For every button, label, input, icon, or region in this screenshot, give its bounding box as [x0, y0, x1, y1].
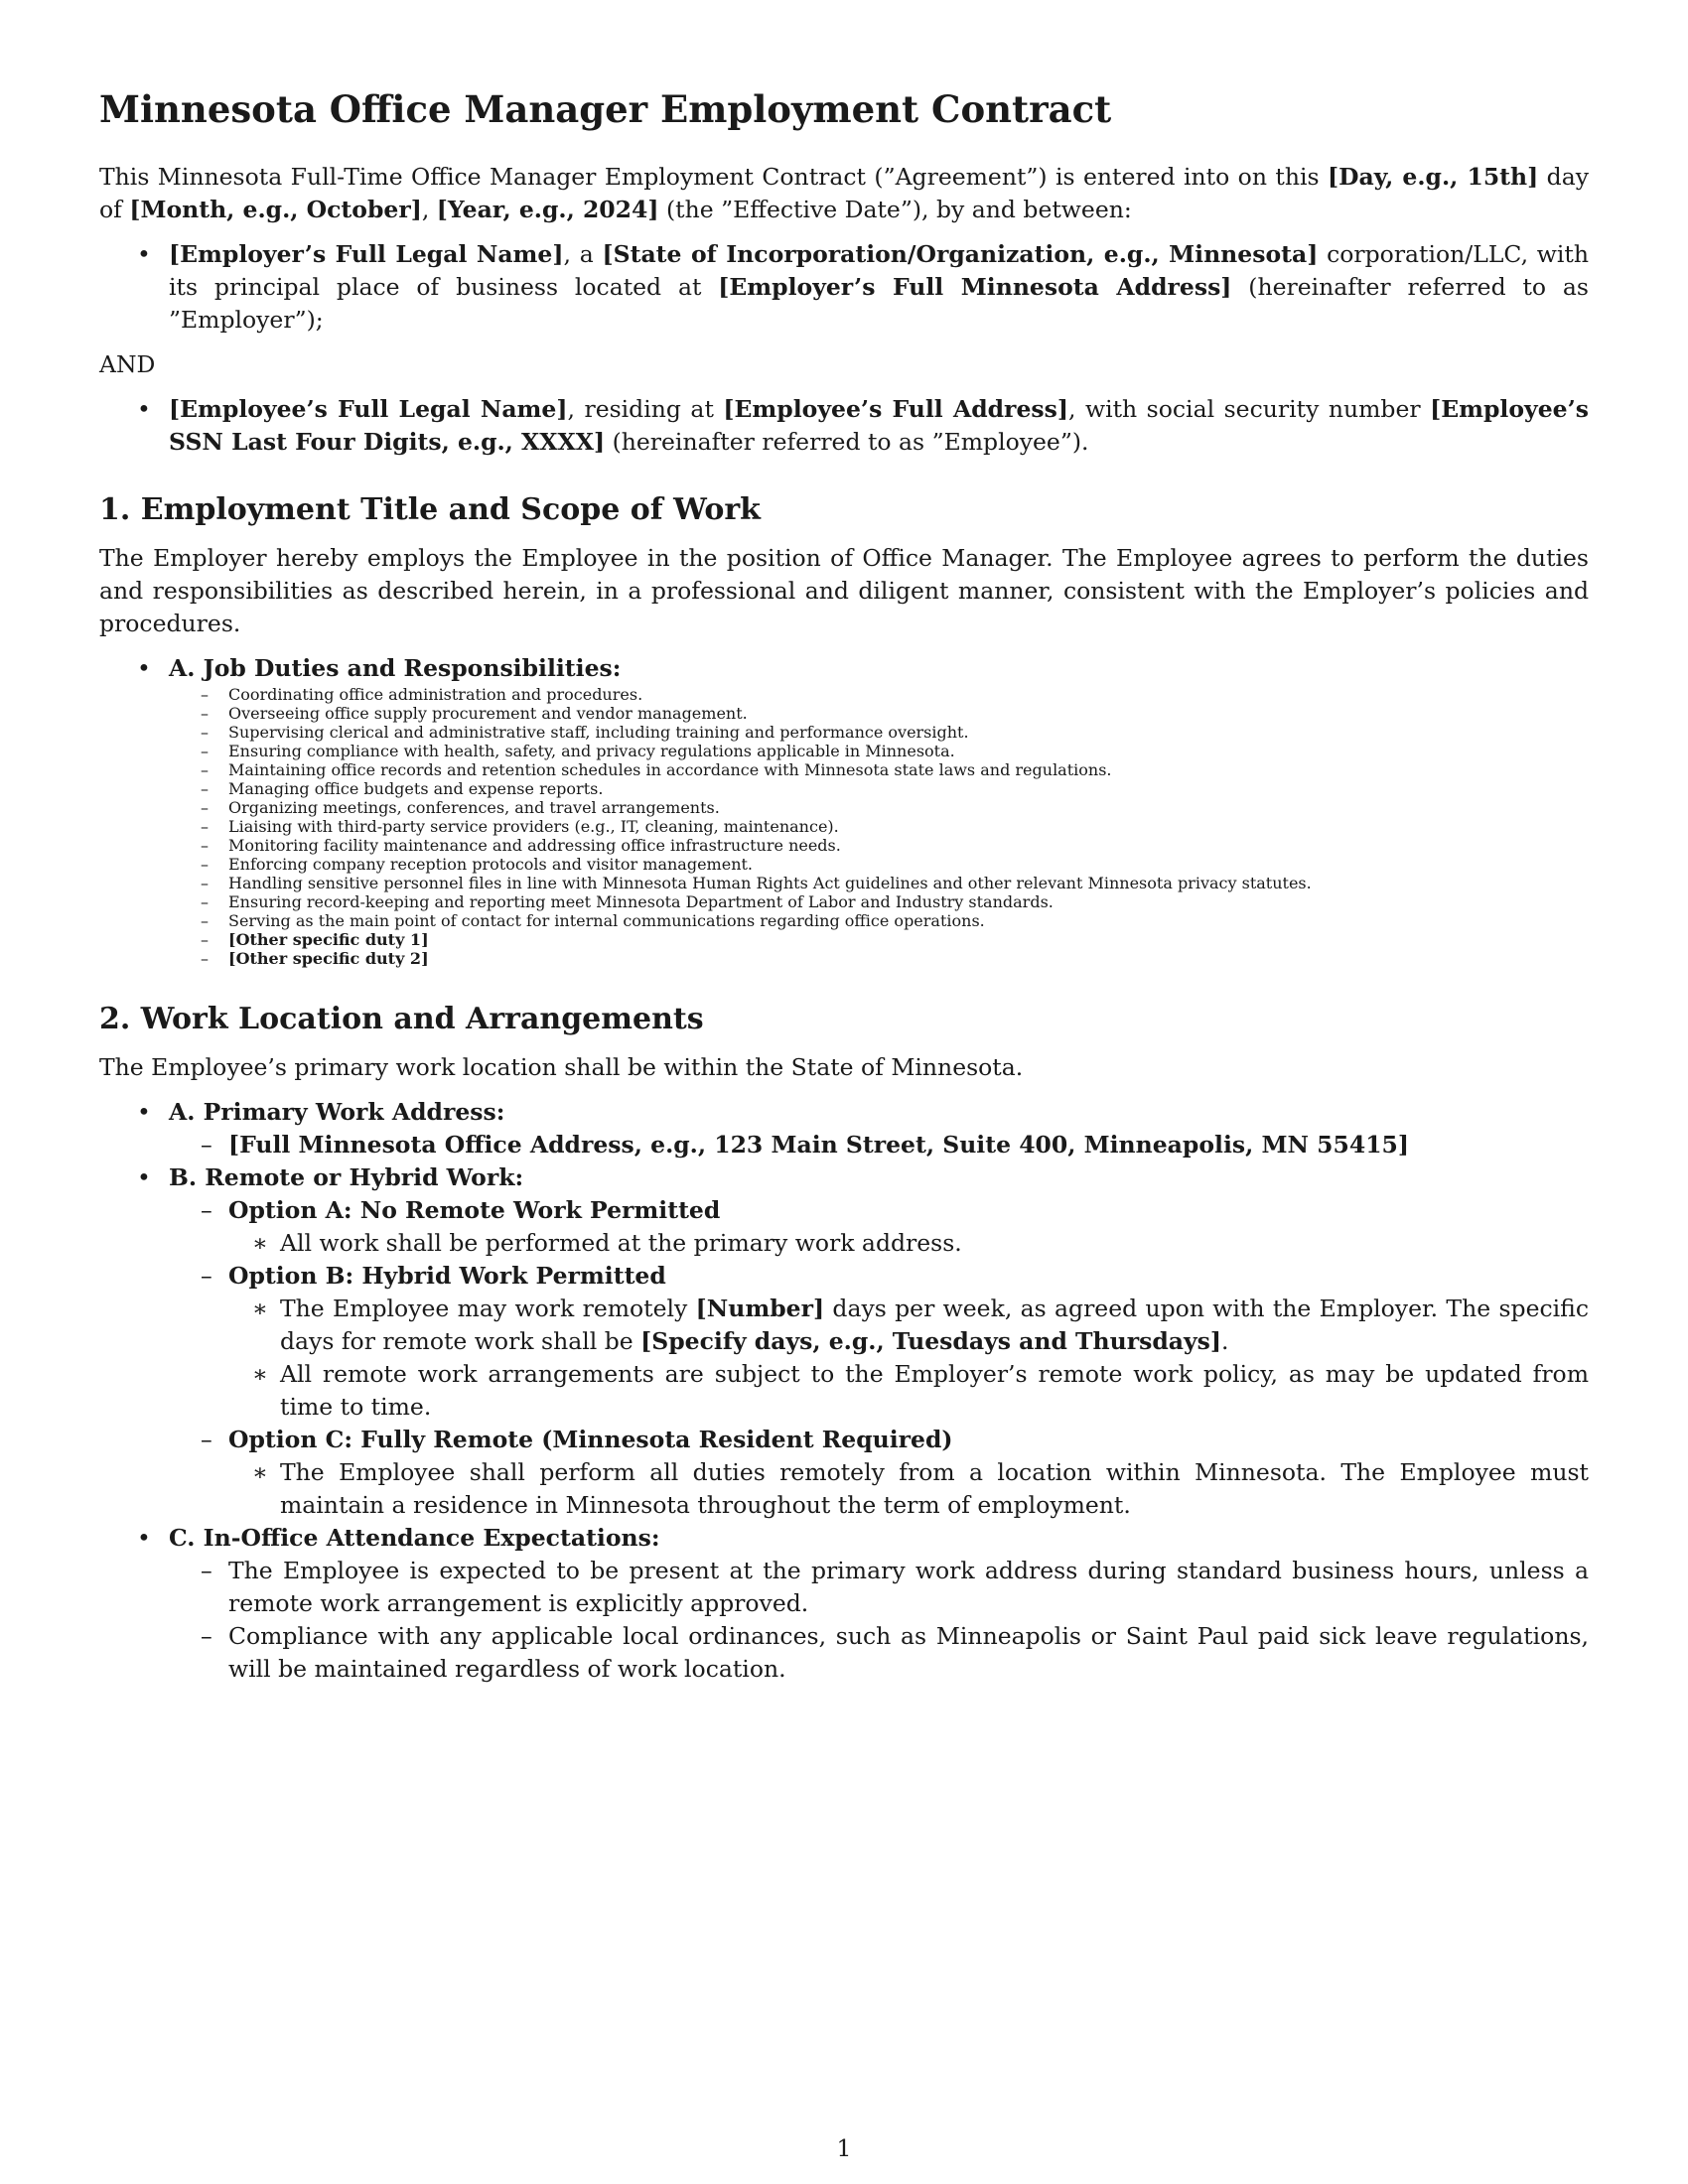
- list-item: – Handling sensitive personnel files in line with Minnesota Human Rights Act guidelines and other relevant Minnesota privacy statutes.: [201, 874, 1312, 892]
- job-duties-list: [99, 685, 1589, 968]
- dash-icon: –: [201, 798, 209, 817]
- placeholder-state: [State of Incorporation/Organization, e.g., Minnesota]: [602, 240, 1319, 268]
- option-b-list: [228, 1293, 1589, 1424]
- bullet-icon: •: [137, 1524, 151, 1552]
- dash-icon: –: [201, 911, 209, 930]
- option-a-item: – Option A: No Remote Work Permitted ∗ All work shall be performed at the primary work address.: [169, 1194, 1589, 1260]
- section-1-body: The Employer hereby employs the Employee in the position of Office Manager. The Employee agrees to perform the duties and responsibilities as described herein, in a professional and diligent manner, consistent with the Employer’s policies and procedures.: [99, 544, 1589, 637]
- dash-icon: –: [201, 874, 209, 892]
- dash-icon: –: [201, 760, 209, 779]
- list-item: ∗ All remote work arrangements are subject to the Employer’s remote work policy, as may be updated from time to time.: [252, 1360, 1589, 1421]
- dash-icon: –: [201, 685, 209, 704]
- option-b-item: – Option B: Hybrid Work Permitted ∗ The Employee may work remotely [Number] days per week, as agreed upon with the Employer. The specific days for remote work shall be [Specify days, e.g., Tuesdays and Thursdays]. ∗ All remote work arrangements are subject to the Employer’s remote work policy, as may be updated from time to time.: [169, 1260, 1589, 1424]
- dash-icon: –: [201, 855, 209, 874]
- and-text: AND: [99, 350, 156, 378]
- primary-address-list: [169, 1129, 1589, 1161]
- dash-icon: –: [201, 742, 209, 760]
- section-1-list: [99, 652, 1589, 685]
- placeholder-remote-days: [Specify days, e.g., Tuesdays and Thursdays]: [640, 1327, 1221, 1355]
- option-a-list: [228, 1227, 1589, 1260]
- asterisk-icon: ∗: [252, 1458, 268, 1486]
- dash-icon: –: [201, 836, 209, 855]
- asterisk-icon: ∗: [252, 1295, 268, 1322]
- dash-icon: –: [201, 1131, 212, 1159]
- bullet-icon: •: [137, 1163, 151, 1191]
- list-item: ∗ The Employee shall perform all duties remotely from a location within Minnesota. The Employee must maintain a residence in Minnesota throughout the term of employment.: [252, 1458, 1589, 1519]
- dash-icon: –: [201, 949, 209, 968]
- placeholder-ssn: [Employee’s SSN Last Four Digits, e.g., XXXX]: [169, 395, 1590, 456]
- dash-icon: –: [201, 930, 209, 949]
- bullet-icon: •: [137, 654, 151, 682]
- dash-icon: –: [201, 723, 209, 742]
- list-item: – Overseeing office supply procurement and vendor management.: [201, 704, 748, 723]
- asterisk-icon: ∗: [252, 1360, 268, 1388]
- list-item: ∗ The Employee may work remotely [Number] days per week, as agreed upon with the Employer. The specific days for remote work shall be [Specify days, e.g., Tuesdays and Thursdays].: [252, 1295, 1589, 1355]
- list-item: – Monitoring facility maintenance and addressing office infrastructure needs.: [201, 836, 841, 855]
- list-item: – Compliance with any applicable local ordinances, such as Minneapolis or Saint Paul paid sick leave regulations, will be maintained regardless of work location.: [201, 1622, 1589, 1683]
- list-item: [169, 949, 1589, 968]
- list-item: – Maintaining office records and retention schedules in accordance with Minnesota state laws and regulations.: [201, 760, 1112, 779]
- dash-icon: –: [201, 779, 209, 798]
- list-item: – Organizing meetings, conferences, and travel arrangements.: [201, 798, 720, 817]
- bullet-icon: •: [137, 1098, 151, 1126]
- job-duties-item: [99, 652, 1589, 685]
- dash-icon: –: [201, 817, 209, 836]
- placeholder-employer-name: [Employer’s Full Legal Name]: [169, 240, 564, 268]
- list-item: – Ensuring record-keeping and reporting meet Minnesota Department of Labor and Industry standards.: [201, 892, 1054, 911]
- list-item: – Enforcing company reception protocols and visitor management.: [201, 855, 754, 874]
- job-duties-heading: A. Job Duties and Responsibilities:: [169, 654, 622, 682]
- intro-paragraph: This Minnesota Full-Time Office Manager Employment Contract (”Agreement”) is entered into on this [Day, e.g., 15th] day of [Month, e.g., October], [Year, e.g., 2024] (the ”Effective Date”), by and between:: [99, 163, 1590, 223]
- remote-options-list: [169, 1194, 1589, 1522]
- bullet-icon: •: [137, 240, 151, 268]
- primary-address-item: • A. Primary Work Address: – [Full Minnesota Office Address, e.g., 123 Main Street, Suite 400, Minneapolis, MN 55415]: [99, 1096, 1589, 1161]
- dash-icon: –: [201, 704, 209, 723]
- list-item: – Supervising clerical and administrative staff, including training and performance oversight.: [201, 723, 969, 742]
- dash-icon: –: [201, 1557, 212, 1584]
- section-1-heading: 1. Employment Title and Scope of Work: [99, 492, 761, 527]
- placeholder-day: [Day, e.g., 15th]: [1327, 163, 1539, 191]
- list-item: [169, 930, 1589, 949]
- list-item: – Managing office budgets and expense reports.: [201, 779, 604, 798]
- attendance-item: • C. In-Office Attendance Expectations: – The Employee is expected to be present at the primary work address during standard business hours, unless a remote work arrangement is explicitly approved. – Compliance with any applicable local ordinances, such as Minneapolis or Saint Paul paid sick leave regulations, will be maintained regardless of work location.: [99, 1522, 1589, 1686]
- dash-icon: –: [201, 1262, 212, 1290]
- placeholder-month: [Month, e.g., October]: [129, 196, 422, 223]
- dash-icon: –: [201, 1196, 212, 1224]
- dash-icon: –: [201, 892, 209, 911]
- section-2-heading: 2. Work Location and Arrangements: [99, 1002, 704, 1036]
- list-item: – Coordinating office administration and procedures.: [201, 685, 643, 704]
- section-2-body: The Employee’s primary work location shall be within the State of Minnesota.: [99, 1053, 1024, 1081]
- list-item: – Liaising with third-party service providers (e.g., IT, cleaning, maintenance).: [201, 817, 839, 836]
- option-c-item: – Option C: Fully Remote (Minnesota Resident Required) ∗ The Employee shall perform all duties remotely from a location within Minnesota. The Employee must maintain a residence in Minnesota throughout the term of employment.: [169, 1424, 1589, 1522]
- party-list-employer: [99, 238, 1589, 337]
- placeholder-year: [Year, e.g., 2024]: [436, 196, 659, 223]
- placeholder-other-duty-1: [Other specific duty 1]: [228, 930, 429, 949]
- document-page: [99, 87, 1589, 1686]
- party-employer: • [Employer’s Full Legal Name], a [State of Incorporation/Organization, e.g., Minnesota] corporation/LLC, with its principal place of business located at [Employer’s Full Minnesota Address] (hereinafter referred to as ”Employer”);: [137, 240, 1590, 334]
- dash-icon: –: [201, 1426, 212, 1453]
- option-c-list: [228, 1456, 1589, 1522]
- list-item: – The Employee is expected to be present at the primary work address during standard business hours, unless a remote work arrangement is explicitly approved.: [201, 1557, 1589, 1617]
- party-employee: • [Employee’s Full Legal Name], residing at [Employee’s Full Address], with social security number [Employee’s SSN Last Four Digits, e.g., XXXX] (hereinafter referred to as ”Employee”).: [137, 395, 1590, 456]
- page-number: 1: [836, 2134, 852, 2162]
- page-title: Minnesota Office Manager Employment Contract: [99, 87, 1112, 131]
- placeholder-employer-address: [Employer’s Full Minnesota Address]: [718, 273, 1232, 301]
- placeholder-employee-address: [Employee’s Full Address]: [723, 395, 1068, 423]
- placeholder-number: [Number]: [695, 1295, 825, 1322]
- placeholder-employee-name: [Employee’s Full Legal Name]: [169, 395, 568, 423]
- dash-icon: –: [201, 1622, 212, 1650]
- list-item: [169, 1129, 1589, 1161]
- placeholder-other-duty-2: [Other specific duty 2]: [228, 949, 429, 968]
- attendance-list: [169, 1555, 1589, 1686]
- placeholder-office-address: [Full Minnesota Office Address, e.g., 123 Main Street, Suite 400, Minneapolis, MN 55415]: [228, 1131, 1410, 1159]
- party-list-employee: [99, 393, 1589, 459]
- section-2-list: [99, 1096, 1589, 1686]
- list-item: – Ensuring compliance with health, safety, and privacy regulations applicable in Minnesota.: [201, 742, 955, 760]
- remote-hybrid-item: • B. Remote or Hybrid Work: – Option A: No Remote Work Permitted ∗ All work shall be performed at the primary work address. – Option B: Hybrid Work Permitted ∗ The Employee may work remotely [Number] days per week, as agreed upon with the Employer. The specific days for remote work shall be [Specify days, e.g., Tuesdays and Thursdays]. ∗ All remote work arrangements are subject to the Employer’s remote work policy, as may be updated from time to time. – Option C: Fully Remote (Minnesota Resident Required) ∗ The Employee shall perform all duties remotely from a location within Minnesota. The Employee must maintain a residence in Minnesota throughout the term of employment.: [99, 1161, 1589, 1522]
- asterisk-icon: ∗: [252, 1229, 268, 1257]
- list-item: ∗ All work shall be performed at the primary work address.: [228, 1227, 1589, 1260]
- bullet-icon: •: [137, 395, 151, 423]
- list-item: – Serving as the main point of contact for internal communications regarding office operations.: [201, 911, 985, 930]
